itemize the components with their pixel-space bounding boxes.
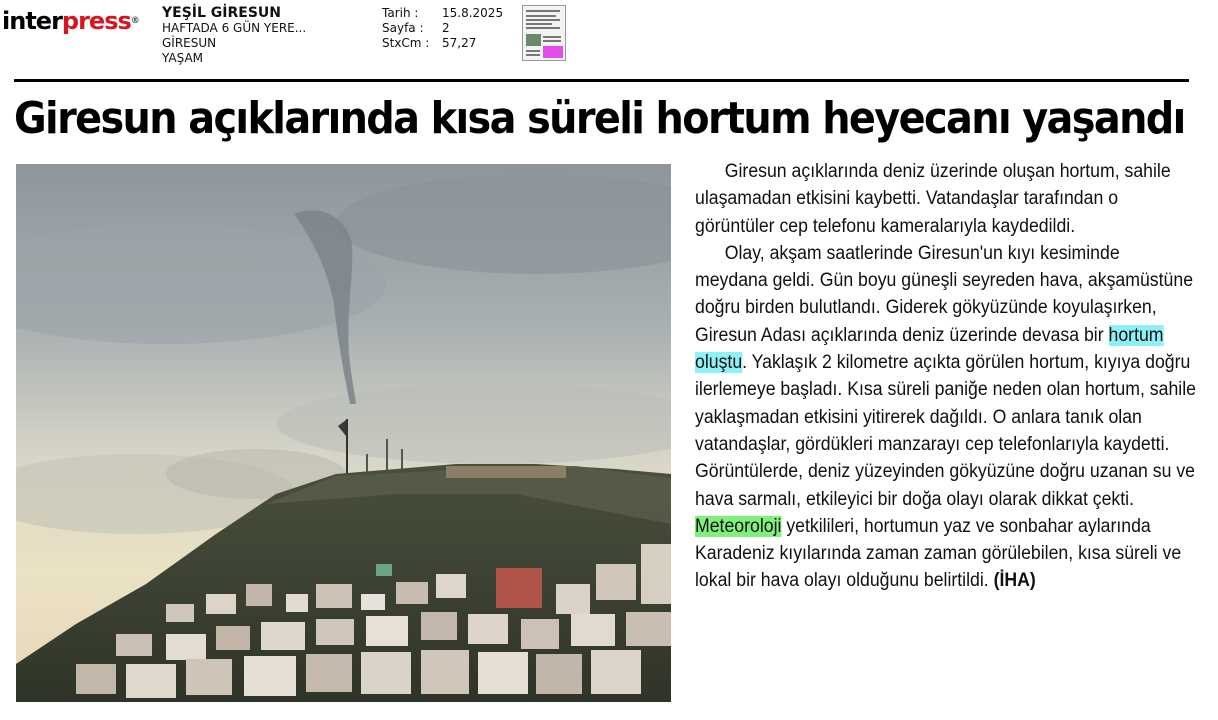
page-value: 2 bbox=[442, 21, 450, 35]
interpress-logo bbox=[2, 6, 140, 36]
stxcm-value: 57,27 bbox=[442, 36, 477, 50]
header-divider bbox=[14, 79, 1189, 82]
page-label: Sayfa : bbox=[382, 21, 424, 35]
logo-text-press: press bbox=[61, 7, 131, 35]
highlighted-keyword-meteoroloji: Meteoroloji bbox=[695, 515, 782, 537]
publication-name: YEŞİL GİRESUN bbox=[162, 5, 281, 21]
clipping-info bbox=[382, 6, 503, 51]
page-row bbox=[382, 21, 503, 36]
article-p2-part-b: . Yaklaşık 2 kilometre açıkta görülen hortum, kıyıya doğru ilerlemeye başladı. Kısa süreli paniğe neden olan hortum, sahile yaklaşmadan etkisini yitirerek dağıldı. O anlara tanık olan vatandaşlar, gördükleri manzarayı cep telefonlarıyla kaydetti. Görüntülerde, deniz yüzeyinden gökyüzüne doğru uzanan su ve hava sarmalı, etkileyici bir doğa olayı olarak dikkat çekti. bbox=[695, 352, 1196, 510]
page-thumbnail-icon[interactable] bbox=[522, 5, 566, 61]
publication-section: YAŞAM bbox=[162, 51, 204, 65]
date-label: Tarih : bbox=[382, 6, 419, 20]
highlighted-keyword-hortum: hortum bbox=[1108, 324, 1164, 346]
highlighted-keyword-olustu: oluştu bbox=[695, 352, 743, 374]
date-value: 15.8.2025 bbox=[442, 6, 504, 20]
logo-text-inter: inter bbox=[2, 7, 62, 35]
news-agency-credit: (İHA) bbox=[993, 570, 1036, 592]
stxcm-label: StxCm : bbox=[382, 36, 430, 50]
stxcm-row bbox=[382, 36, 503, 51]
article-p2-part-a: Olay, akşam saatlerinde Giresun'un kıyı kesiminde meydana geldi. Gün boyu güneşli seyreden hava, akşamüstüne doğru birden bulutlandı. Giderek gökyüzünde koyulaşırken, Giresun Adası açıklarında deniz üzerinde devasa bir bbox=[695, 242, 1194, 346]
article-headline: Giresun açıklarında kısa süreli hortum heyecanı yaşandı bbox=[14, 93, 1185, 144]
publication-info bbox=[162, 6, 306, 66]
logo-registered-mark: ® bbox=[130, 16, 140, 26]
article-p2-part-c: yetkilileri, hortumun yaz ve sonbahar aylarında Karadeniz kıyılarında zaman zaman görülebilen, kısa süreli ve lokal bir hava olayı olduğunu belirtildi. bbox=[695, 515, 1182, 592]
article-paragraph-1: Giresun açıklarında deniz üzerinde oluşan hortum, sahile ulaşamadan etkisini kaybetti. Vatandaşlar tarafından o görüntüler cep telefonu kameralarıyla kaydedildi. bbox=[695, 161, 1171, 237]
publication-city: GİRESUN bbox=[162, 36, 217, 50]
date-row bbox=[382, 6, 503, 21]
waterspout-photo bbox=[16, 164, 671, 702]
article-paragraph-2 bbox=[695, 240, 1197, 595]
publication-frequency: HAFTADA 6 GÜN YERE... bbox=[162, 21, 307, 35]
article-body bbox=[695, 158, 1197, 595]
